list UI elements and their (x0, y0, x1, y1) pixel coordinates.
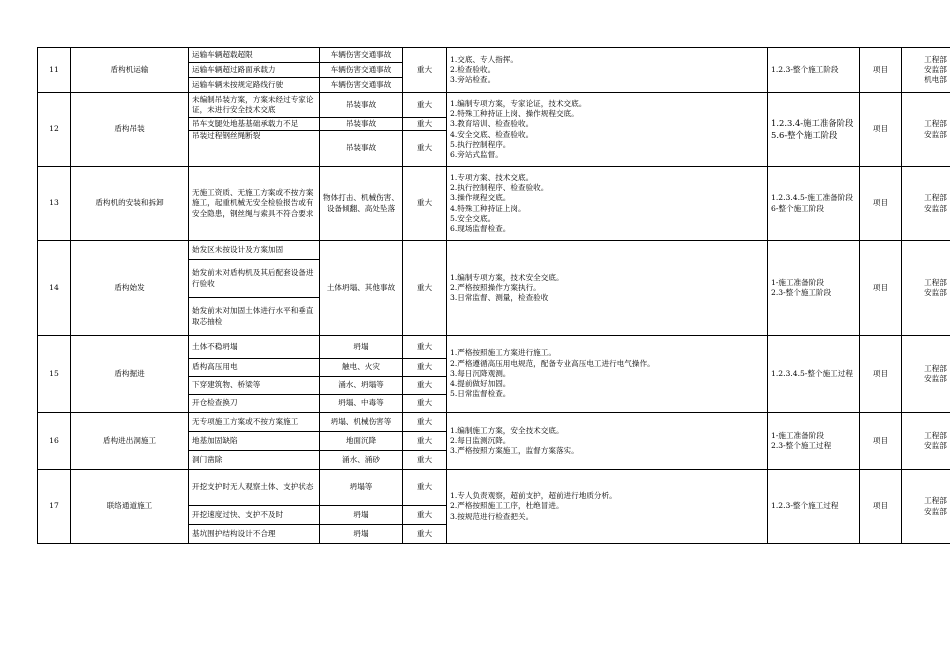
departments (902, 470, 950, 544)
stage-line: 1.2.3.4-施工准备阶段 (771, 118, 854, 129)
measure-line: 1.编制专项方案，技术安全交底。 (450, 272, 564, 282)
responsibility: 项目 (860, 167, 902, 241)
control-measures (447, 470, 768, 544)
row-number: 16 (38, 413, 71, 470)
hazard-source: 开挖支护时无人观察土体、支护状态 (189, 470, 320, 506)
accident-type: 吊装事故 (320, 93, 403, 118)
accident-type: 吊装事故 (320, 131, 403, 167)
row-number: 11 (38, 48, 71, 93)
hazard-source: 始发前未对盾构机及其后配套设备进行验收 (189, 260, 320, 298)
hazard-source: 基坑围护结构设计不合理 (189, 525, 320, 544)
department: 安监部 (924, 506, 947, 516)
measure-line: 2.严格按照施工工序，杜绝冒进。 (450, 501, 564, 511)
measure-line: 3.按规范进行检查把关。 (450, 511, 534, 521)
departments (902, 48, 950, 93)
hazard-source: 吊装过程钢丝绳断裂 (189, 131, 320, 167)
hazard-source: 吊车支腿处地基基础承载力不足 (189, 118, 320, 131)
measure-line: 2.每日监测沉降。 (450, 435, 511, 445)
department: 工程部 (924, 193, 947, 203)
stage-cell (768, 336, 860, 413)
hazard-source: 开挖速度过快、支护不及时 (189, 506, 320, 525)
responsibility: 项目 (860, 413, 902, 470)
control-measures (447, 167, 768, 241)
hazard-source: 无专项施工方案或不按方案施工 (189, 413, 320, 432)
department: 工程部 (924, 430, 947, 440)
stage-line: 1.2.3-整个施工过程 (771, 501, 839, 511)
project-name: 盾构吊装 (71, 93, 189, 167)
measure-line: 2.严格遵循高压用电规范，配备专业高压电工进行电气操作。 (450, 358, 655, 368)
project-name: 盾构机的安装和拆卸 (71, 167, 189, 241)
departments (902, 167, 950, 241)
row-number: 14 (38, 241, 71, 336)
stage-line: 6-整个施工阶段 (771, 203, 824, 213)
measure-line: 4.安全交底、检查验收。 (450, 129, 534, 139)
measure-line: 6.旁站式监督。 (450, 150, 503, 159)
measure-line: 3.严格按照方案施工，监督方案落实。 (450, 446, 579, 456)
accident-type: 涌水、坍塌等 (320, 377, 403, 395)
department: 安监部 (924, 64, 947, 74)
measure-line: 2.执行控制程序、检查验收。 (450, 183, 549, 192)
risk-level: 重大 (403, 525, 447, 544)
risk-level: 重大 (403, 359, 447, 377)
department: 机电部 (924, 75, 947, 85)
risk-level: 重大 (403, 48, 447, 93)
stage-cell (768, 470, 860, 544)
risk-level: 重大 (403, 118, 447, 131)
measure-line: 3.日常监督、测量，检查验收 (450, 293, 549, 303)
measure-line: 1.交底、专人指挥。 (450, 54, 518, 64)
control-measures (447, 336, 768, 413)
row-number: 13 (38, 167, 71, 241)
hazard-table (37, 47, 950, 544)
stage-cell (768, 167, 860, 241)
accident-type: 坍塌 (320, 336, 403, 359)
hazard-source: 无施工资质、无施工方案或不按方案施工，起重机械无安全检验报告或有安全隐患，钢丝绳与索具不符合要求 (189, 167, 320, 241)
department: 安监部 (924, 203, 947, 213)
row-number: 12 (38, 93, 71, 167)
measure-line: 5.日常监督检查。 (450, 389, 511, 399)
row-number: 17 (38, 470, 71, 544)
row-number: 15 (38, 336, 71, 413)
departments (902, 93, 950, 167)
hazard-source: 开仓检查换刀 (189, 395, 320, 413)
measure-line: 1.编制施工方案，安全技术交底。 (450, 425, 564, 435)
project-name: 盾构始发 (71, 241, 189, 336)
stage-line: 2.3-整个施工阶段 (771, 288, 832, 297)
accident-type: 土体坍塌、其他事故 (320, 241, 403, 336)
measure-line: 3.旁站检查。 (450, 75, 496, 85)
accident-type: 触电、火灾 (320, 359, 403, 377)
hazard-source: 始发前未对加固土体进行水平和垂直取芯抽检 (189, 298, 320, 336)
measure-line: 3.操作规程交底。 (450, 193, 511, 203)
department: 工程部 (924, 277, 947, 287)
risk-level: 重大 (403, 506, 447, 525)
table-row (38, 470, 950, 506)
measure-line: 3.教育培训、检查验收。 (450, 119, 534, 129)
department: 工程部 (924, 496, 947, 506)
risk-level: 重大 (403, 336, 447, 359)
table-row (38, 413, 950, 432)
accident-type: 物体打击、机械伤害、设备倾翻、高处坠落 (320, 167, 403, 241)
project-name: 盾构进出洞施工 (71, 413, 189, 470)
project-name: 联络通道施工 (71, 470, 189, 544)
measure-line: 4.提前做好加固。 (450, 379, 511, 389)
hazard-source: 运输车辆未按规定路线行驶 (189, 78, 320, 93)
measure-line: 5.安全交底。 (450, 213, 496, 223)
hazard-source: 盾构高压用电 (189, 359, 320, 377)
control-measures (447, 93, 768, 167)
table-row (38, 167, 950, 241)
control-measures (447, 413, 768, 470)
accident-type: 坍塌、中毒等 (320, 395, 403, 413)
department: 工程部 (924, 119, 947, 129)
risk-level: 重大 (403, 167, 447, 241)
control-measures (447, 241, 768, 336)
stage-cell (768, 241, 860, 336)
measure-line: 4.特殊工种持证上岗。 (450, 203, 526, 213)
responsibility: 项目 (860, 470, 902, 544)
measure-line: 6.现场监督检查。 (450, 224, 511, 233)
hazard-source: 土体不稳坍塌 (189, 336, 320, 359)
accident-type: 地面沉降 (320, 432, 403, 451)
stage-line: 1.2.3-整个施工阶段 (771, 64, 839, 74)
risk-level: 重大 (403, 451, 447, 470)
stage-cell (768, 413, 860, 470)
control-measures (447, 48, 768, 93)
hazard-source: 运输车辆超过路面承载力 (189, 63, 320, 78)
department: 安监部 (924, 374, 947, 383)
responsibility: 项目 (860, 93, 902, 167)
responsibility: 项目 (860, 336, 902, 413)
accident-type: 坍塌 (320, 525, 403, 544)
department: 安监部 (924, 288, 947, 297)
department: 工程部 (924, 363, 947, 373)
risk-level: 重大 (403, 93, 447, 118)
measure-line: 1.严格按照施工方案进行施工。 (450, 348, 556, 358)
department: 工程部 (924, 54, 947, 64)
accident-type: 坍塌等 (320, 470, 403, 506)
measure-line: 5.执行控制程序。 (450, 139, 511, 149)
stage-line: 2.3-整个施工过程 (771, 441, 832, 450)
departments (902, 413, 950, 470)
accident-type: 车辆伤害交通事故 (320, 63, 403, 78)
table-row (38, 48, 950, 63)
measure-line: 2.特殊工种持证上岗、操作规程交底。 (450, 109, 579, 118)
measure-line: 1.编制专项方案，专家论证，技术交底。 (450, 98, 587, 108)
stage-line: 1.2.3.4.5-施工准备阶段 (771, 193, 853, 203)
risk-level: 重大 (403, 470, 447, 506)
hazard-source: 未编制吊装方案，方案未经过专家论证，未进行安全技术交底 (189, 93, 320, 118)
departments (902, 241, 950, 336)
stage-line: 1-施工准备阶段 (771, 430, 824, 440)
responsibility: 项目 (860, 48, 902, 93)
risk-level: 重大 (403, 395, 447, 413)
accident-type: 吊装事故 (320, 118, 403, 131)
department: 安监部 (924, 441, 947, 450)
hazard-source: 下穿建筑物、桥梁等 (189, 377, 320, 395)
stage-line: 5.6-整个施工阶段 (771, 129, 838, 140)
accident-type: 坍塌 (320, 506, 403, 525)
table-row (38, 241, 950, 260)
measure-line: 2.检查验收。 (450, 64, 496, 74)
hazard-source: 始发区未按设计及方案加固 (189, 241, 320, 260)
measure-line: 3.每日沉降观测。 (450, 368, 511, 378)
stage-cell (768, 48, 860, 93)
departments (902, 336, 950, 413)
measure-line: 1.专人负责观察，超前支护，超前进行地质分析。 (450, 491, 617, 501)
department: 安监部 (924, 129, 947, 139)
hazard-source: 洞门凿除 (189, 451, 320, 470)
table-row (38, 93, 950, 118)
hazard-source: 运输车辆超载超限 (189, 48, 320, 63)
accident-type: 坍塌、机械伤害等 (320, 413, 403, 432)
stage-line: 1.2.3.4.5-整个施工过程 (771, 368, 853, 378)
risk-level: 重大 (403, 241, 447, 336)
accident-type: 涌水、涌砂 (320, 451, 403, 470)
risk-level: 重大 (403, 131, 447, 167)
accident-type: 车辆伤害交通事故 (320, 48, 403, 63)
project-name: 盾构机运输 (71, 48, 189, 93)
project-name: 盾构掘进 (71, 336, 189, 413)
hazard-source: 地基加固缺陷 (189, 432, 320, 451)
stage-line: 1-施工准备阶段 (771, 277, 824, 287)
risk-level: 重大 (403, 413, 447, 432)
stage-cell (768, 93, 860, 167)
measure-line: 1.专项方案、技术交底。 (450, 172, 534, 182)
table-row (38, 336, 950, 359)
risk-level: 重大 (403, 377, 447, 395)
responsibility: 项目 (860, 241, 902, 336)
risk-level: 重大 (403, 432, 447, 451)
accident-type: 车辆伤害交通事故 (320, 78, 403, 93)
measure-line: 2.严格按照操作方案执行。 (450, 282, 541, 292)
